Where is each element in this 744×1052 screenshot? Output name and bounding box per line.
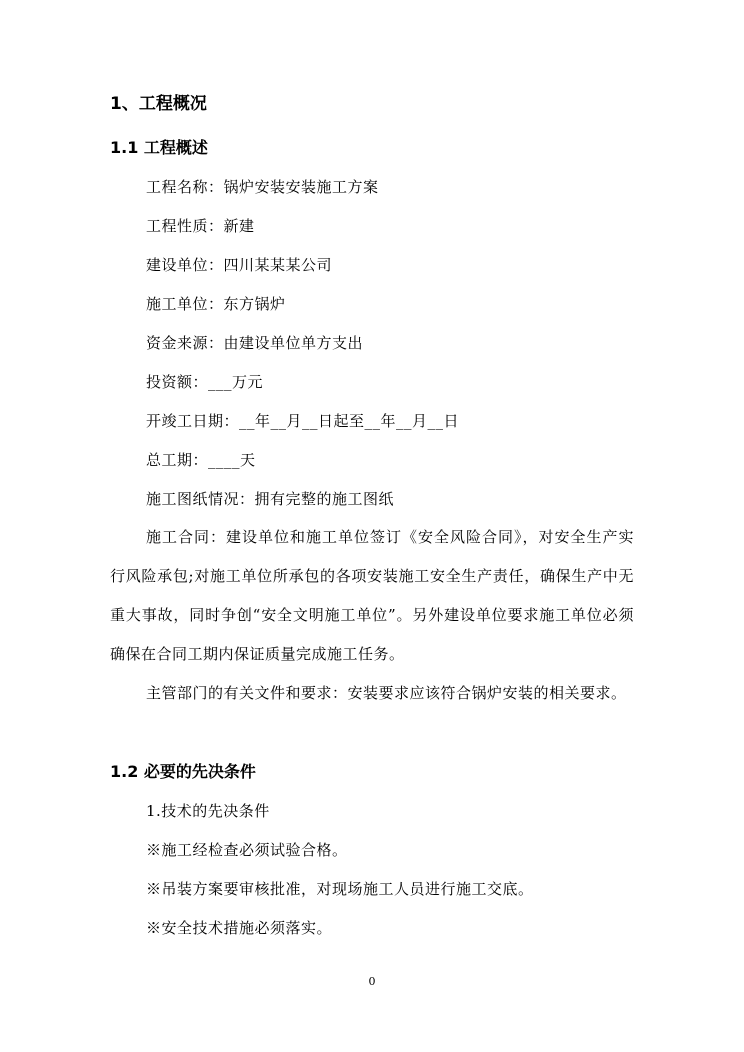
funding-source-line: 资金来源：由建设单位单方支出	[146, 334, 364, 352]
section-1-1-heading: 1.1 工程概述	[110, 138, 208, 157]
contract-paragraph: 施工合同：建设单位和施工单位签订《安全风险合同》，对安全生产实行风险承包;对施工单位所承包的各项安装施工安全生产责任，确保生产中无重大事故，同时争创“安全文明施工单位”。另外建设单位要求施工单位必须确保在合同工期内保证质量完成施工任务。	[110, 528, 634, 663]
drawings-status-line: 施工图纸情况：拥有完整的施工图纸	[146, 490, 395, 508]
schedule-dates-line: 开竣工日期：__年__月__日起至__年__月__日	[146, 412, 460, 430]
prerequisite-item: ※安全技术措施必须落实。	[146, 919, 333, 937]
technical-prerequisite-line: 1.技术的先决条件	[146, 802, 270, 820]
authority-paragraph: 主管部门的有关文件和要求：安装要求应该符合锅炉安装的相关要求。	[146, 684, 627, 702]
section-1-heading: 1、工程概况	[110, 94, 207, 114]
contractor-unit-line: 施工单位：东方锅炉	[146, 295, 286, 313]
project-nature-line: 工程性质：新建	[146, 217, 255, 235]
total-duration-line: 总工期：____天	[146, 451, 256, 469]
prerequisite-item: ※施工经检查必须试验合格。	[146, 841, 348, 859]
owner-unit-line: 建设单位：四川某某某公司	[146, 256, 333, 274]
page-number: 0	[368, 975, 376, 988]
project-name-line: 工程名称：锅炉安装安装施工方案	[146, 178, 379, 196]
investment-line: 投资额：___万元	[146, 373, 264, 391]
prerequisite-item: ※吊装方案要审核批准，对现场施工人员进行施工交底。	[146, 880, 534, 898]
section-1-2-heading: 1.2 必要的先决条件	[110, 762, 256, 781]
